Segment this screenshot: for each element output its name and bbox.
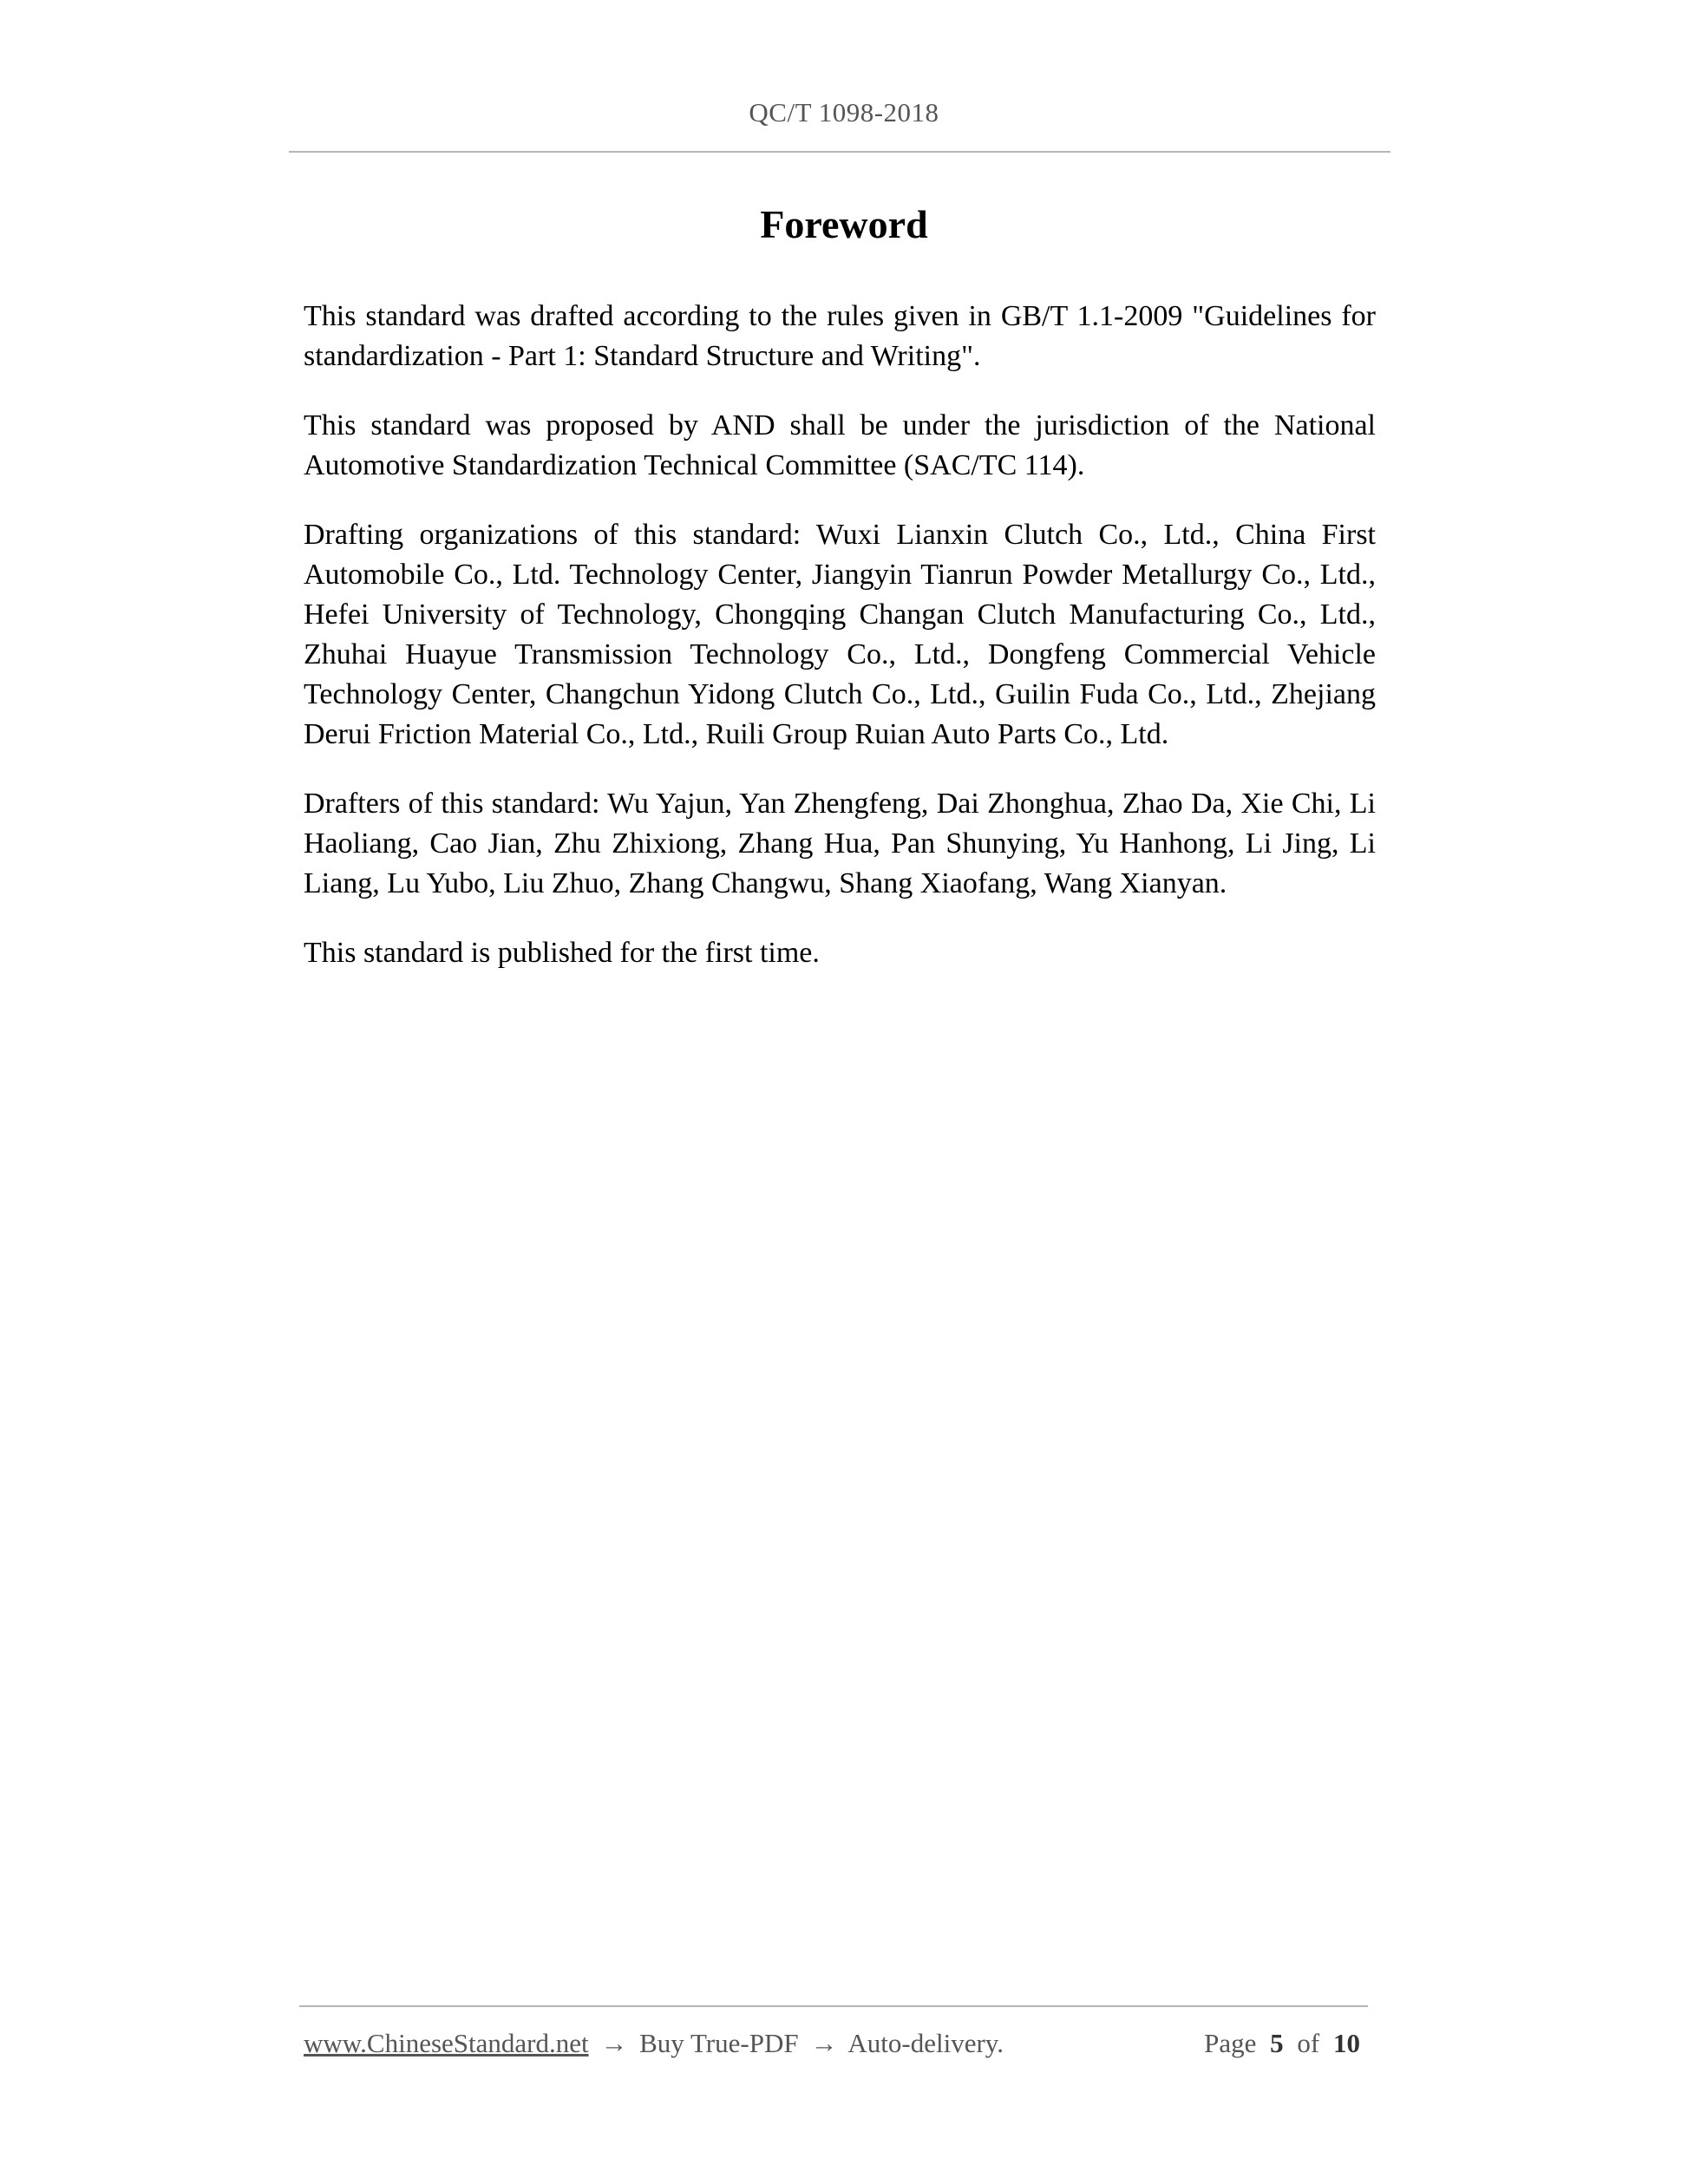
page-footer xyxy=(304,2028,1364,2059)
paragraph-drafters: Drafters of this standard: Wu Yajun, Yan Zhengfeng, Dai Zhonghua, Zhao Da, Xie Chi, Li Haoliang, Cao Jian, Zhu Zhixiong, Zhang Hua, Pan Shunying, Yu Hanhong, Li Jing, Li Liang, Lu Yubo, Liu Zhuo, Zhang Changwu, Shang Xiaofang, Wang Xianyan. xyxy=(304,788,1376,899)
total-pages-number: 10 xyxy=(1333,2028,1360,2058)
page-label: Page xyxy=(1204,2028,1257,2058)
document-body xyxy=(304,297,1376,1003)
paragraph-drafting-organizations: Drafting organizations of this standard: Wuxi Lianxin Clutch Co., Ltd., China First Automobile Co., Ltd. Technology Center, Jiangyin Tianrun Powder Metallurgy Co., Ltd., Hefei University of Technology, Chongqing Changan Clutch Manufacturing Co., Ltd., Zhuhai Huayue Transmission Technology Co., Ltd., Dongfeng Commercial Vehicle Technology Center, Changchun Yidong Clutch Co., Ltd., Guilin Fuda Co., Ltd., Zhejiang Derui Friction Material Co., Ltd., Ruili Group Ruian Auto Parts Co., Ltd. xyxy=(304,519,1376,750)
current-page-number: 5 xyxy=(1270,2028,1284,2058)
footer-promo xyxy=(304,2028,1004,2059)
footer-divider xyxy=(299,2005,1368,2007)
buy-true-pdf-text: Buy True-PDF xyxy=(639,2028,799,2058)
document-code-header: QC/T 1098-2018 xyxy=(749,97,939,128)
website-link[interactable]: www.ChineseStandard.net xyxy=(304,2028,589,2058)
arrow-right-icon: → xyxy=(810,2028,838,2058)
page-title: Foreword xyxy=(760,202,928,246)
header-divider xyxy=(289,151,1390,153)
paragraph-first-publication: This standard is published for the first time. xyxy=(304,937,820,969)
paragraph-drafting-rules: This standard was drafted according to the rules given in GB/T 1.1-2009 "Guidelines for standardization - Part 1: Standard Structure and Writing". xyxy=(304,300,1376,372)
page-indicator xyxy=(1201,2028,1364,2059)
paragraph-proposed-by: This standard was proposed by AND shall be under the jurisdiction of the National Automotive Standardization Technical Committee (SAC/TC 114). xyxy=(304,409,1376,481)
of-label: of xyxy=(1297,2028,1320,2058)
auto-delivery-text: Auto-delivery. xyxy=(847,2028,1004,2058)
arrow-right-icon: → xyxy=(600,2028,628,2058)
